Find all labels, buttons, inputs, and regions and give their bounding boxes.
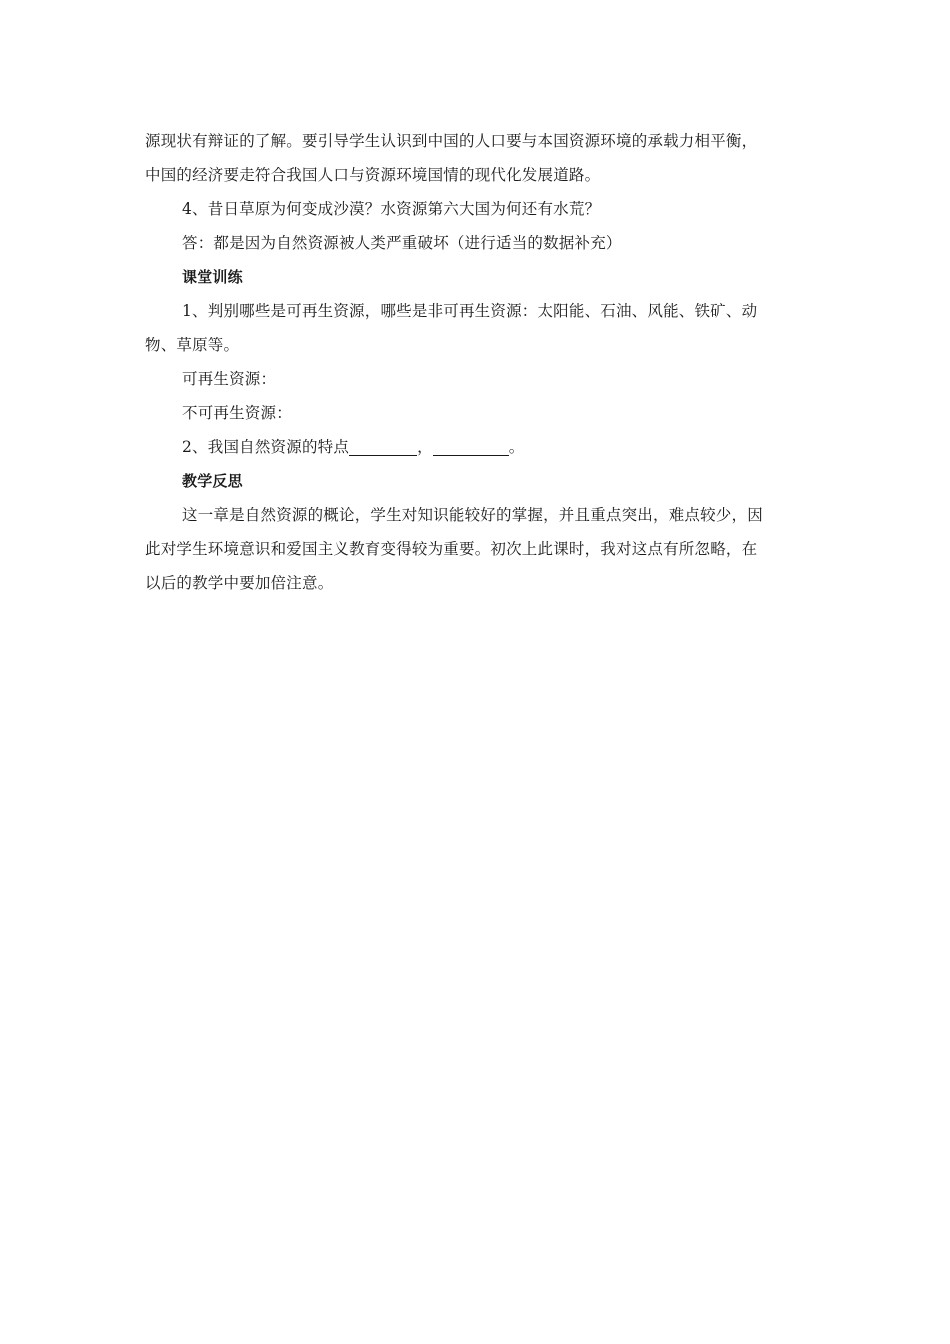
reflection-line-1: 这一章是自然资源的概论，学生对知识能较好的掌握，并且重点突出，难点较少，因 xyxy=(182,506,763,524)
training-item-2-suffix: 。 xyxy=(508,438,525,456)
reflection-line-3: 以后的教学中要加倍注意。 xyxy=(145,574,334,592)
question-4-answer: 答：都是因为自然资源被人类严重破坏（进行适当的数据补充） xyxy=(182,234,622,252)
question-4: 4、昔日草原为何变成沙漠？水资源第六大国为何还有水荒？ xyxy=(182,200,601,218)
training-item-1-line-2: 物、草原等。 xyxy=(145,336,240,354)
fill-blank-1 xyxy=(349,439,417,456)
renewable-label: 可再生资源： xyxy=(182,370,277,388)
reflection-line-2: 此对学生环境意识和爱国主义教育变得较为重要。初次上此课时，我对这点有所忽略，在 xyxy=(145,540,758,558)
section-heading-teaching-reflection: 教学反思 xyxy=(182,472,243,490)
training-item-2-prefix: 2、我国自然资源的特点 xyxy=(182,438,350,456)
intro-line-1: 源现状有辩证的了解。要引导学生认识到中国的人口要与本国资源环境的承载力相平衡， xyxy=(145,132,758,150)
section-heading-classroom-training: 课堂训练 xyxy=(182,268,243,286)
fill-blank-2 xyxy=(433,439,509,456)
training-item-1-line-1: 1、判别哪些是可再生资源，哪些是非可再生资源：太阳能、石油、风能、铁矿、动 xyxy=(182,302,758,320)
training-item-2-separator: ， xyxy=(417,438,433,456)
intro-line-2: 中国的经济要走符合我国人口与资源环境国情的现代化发展道路。 xyxy=(145,166,601,184)
nonrenewable-label: 不可再生资源： xyxy=(182,404,292,422)
training-item-2 xyxy=(145,430,805,464)
document-body xyxy=(145,124,805,600)
